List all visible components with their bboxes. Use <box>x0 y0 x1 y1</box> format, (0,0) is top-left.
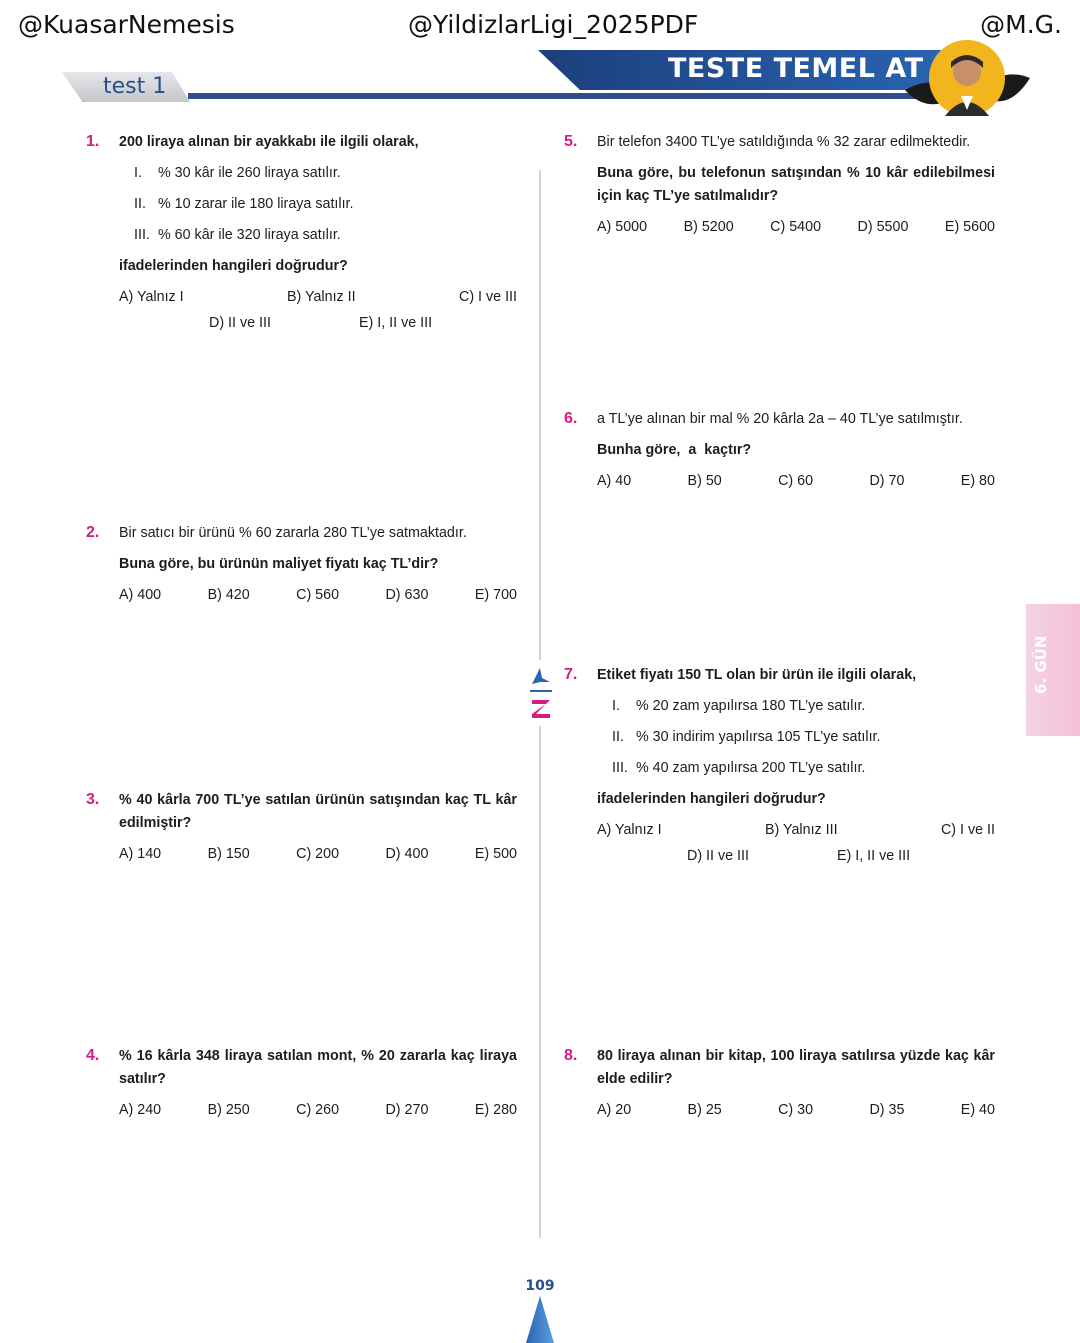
question-8 <box>564 1045 995 1122</box>
option-c[interactable]: C) 60 <box>778 473 814 489</box>
option-b[interactable]: B) 50 <box>687 473 722 489</box>
statement-item: III. % 40 zam yapılırsa 200 TL’ye satılır. <box>612 760 866 776</box>
option-d[interactable]: D) II ve III <box>209 315 271 331</box>
question-text: 80 liraya alınan bir kitap, 100 liraya satılırsa yüzde kaç kâr elde edilir? <box>597 1048 995 1087</box>
statement-item: II. % 10 zarar ile 180 liraya satılır. <box>134 196 354 212</box>
question-ask: ifadelerinden hangileri doğrudur? <box>597 791 826 807</box>
option-d[interactable]: D) 270 <box>385 1102 429 1118</box>
option-b[interactable]: B) Yalnız II <box>287 289 356 305</box>
option-a[interactable]: A) Yalnız I <box>119 289 184 305</box>
page-number: 109 <box>525 1278 555 1294</box>
watermark-center: @YildizlarLigi_2025PDF <box>408 10 699 39</box>
option-e[interactable]: E) 80 <box>960 473 995 489</box>
option-b[interactable]: B) 25 <box>687 1102 722 1118</box>
statement-item: III. % 60 kâr ile 320 liraya satılır. <box>134 227 341 243</box>
question-ask: Buna göre, bu telefonun satışından % 10 kâr edilebilmesi için kaç TL’ye satılmalıdır? <box>597 165 995 204</box>
question-number: 1. <box>86 133 100 150</box>
options <box>119 286 517 338</box>
option-e[interactable]: E) 5600 <box>944 219 995 235</box>
watermark-right: @M.G. <box>980 10 1062 39</box>
option-e[interactable]: E) I, II ve III <box>359 315 433 331</box>
question-1 <box>86 131 517 338</box>
question-3 <box>86 789 517 866</box>
option-d[interactable]: D) 400 <box>385 846 429 862</box>
option-d[interactable]: D) II ve III <box>687 848 749 864</box>
option-c[interactable]: C) I ve III <box>459 289 517 305</box>
option-c[interactable]: C) 30 <box>778 1102 814 1118</box>
option-c[interactable]: C) 260 <box>296 1102 340 1118</box>
option-d[interactable]: D) 35 <box>869 1102 905 1118</box>
option-e[interactable]: E) 500 <box>474 846 517 862</box>
question-text: Bir telefon 3400 TL’ye satıldığında % 32 zarar edilmektedir. <box>597 134 971 150</box>
question-text: % 16 kârla 348 liraya satılan mont, % 20 zararla kaç liraya satılır? <box>119 1048 517 1087</box>
options <box>597 216 995 239</box>
option-a[interactable]: A) 240 <box>119 1102 162 1118</box>
question-text: 200 liraya alınan bir ayakkabı ile ilgili olarak, <box>119 134 419 150</box>
header-rule <box>188 93 938 99</box>
option-d[interactable]: D) 630 <box>385 587 429 603</box>
publisher-logo-icon <box>528 664 554 722</box>
options <box>597 819 995 871</box>
watermark-left: @KuasarNemesis <box>18 10 235 39</box>
option-a[interactable]: A) 140 <box>119 846 162 862</box>
option-b[interactable]: B) Yalnız III <box>765 822 838 838</box>
option-c[interactable]: C) 560 <box>296 587 340 603</box>
options <box>597 1099 995 1122</box>
options <box>119 1099 517 1122</box>
question-text: a TL’ye alınan bir mal % 20 kârla 2a – 40 TL’ye satılmıştır. <box>597 411 963 427</box>
question-2 <box>86 522 517 607</box>
option-a[interactable]: A) 40 <box>597 473 632 489</box>
question-number: 4. <box>86 1047 100 1064</box>
options <box>597 470 995 493</box>
day-label: 6. GÜN <box>1032 635 1050 694</box>
option-b[interactable]: B) 420 <box>207 587 250 603</box>
question-ask: Buna göre, bu ürünün maliyet fiyatı kaç TL’dir? <box>119 556 439 572</box>
question-7 <box>564 664 995 871</box>
option-a[interactable]: A) 20 <box>597 1102 632 1118</box>
options <box>119 584 517 607</box>
question-number: 5. <box>564 133 578 150</box>
question-number: 2. <box>86 524 100 541</box>
question-4 <box>86 1045 517 1122</box>
option-a[interactable]: A) Yalnız I <box>597 822 662 838</box>
option-d[interactable]: D) 5500 <box>857 219 909 235</box>
option-e[interactable]: E) 280 <box>474 1102 517 1118</box>
option-c[interactable]: C) 5400 <box>770 219 822 235</box>
statement-item: I. % 30 kâr ile 260 liraya satılır. <box>134 165 341 181</box>
column-divider <box>539 726 541 1238</box>
option-b[interactable]: B) 150 <box>207 846 250 862</box>
question-text: Etiket fiyatı 150 TL olan bir ürün ile ilgili olarak, <box>597 667 917 683</box>
statement-item: I. % 20 zam yapılırsa 180 TL’ye satılır. <box>612 698 866 714</box>
statement-item: II. % 30 indirim yapılırsa 105 TL’ye satılır. <box>612 729 881 745</box>
banner-title: TESTE TEMEL AT <box>668 53 924 84</box>
option-e[interactable]: E) 700 <box>474 587 517 603</box>
question-text: % 40 kârla 700 TL’ye satılan ürünün satışından kaç TL kâr edilmiştir? <box>119 792 517 831</box>
question-number: 3. <box>86 791 100 808</box>
option-b[interactable]: B) 250 <box>207 1102 250 1118</box>
question-number: 7. <box>564 666 578 683</box>
question-number: 6. <box>564 410 578 427</box>
option-d[interactable]: D) 70 <box>869 473 905 489</box>
question-ask: Bunha göre, a kaçtır? <box>597 442 752 458</box>
question-ask: ifadelerinden hangileri doğrudur? <box>119 258 348 274</box>
question-text: Bir satıcı bir ürünü % 60 zararla 280 TL’ye satmaktadır. <box>119 525 467 541</box>
option-e[interactable]: E) 40 <box>960 1102 995 1118</box>
question-5 <box>564 131 995 239</box>
test-label: test 1 <box>103 74 167 99</box>
mascot-icon <box>905 38 1030 120</box>
arrow-up-icon <box>526 1296 554 1343</box>
question-6 <box>564 408 995 493</box>
option-e[interactable]: E) I, II ve III <box>837 848 911 864</box>
option-a[interactable]: A) 400 <box>119 587 162 603</box>
options <box>119 843 517 866</box>
question-number: 8. <box>564 1047 578 1064</box>
option-b[interactable]: B) 5200 <box>683 219 734 235</box>
option-a[interactable]: A) 5000 <box>597 219 648 235</box>
option-c[interactable]: C) I ve II <box>940 822 995 838</box>
option-c[interactable]: C) 200 <box>296 846 340 862</box>
column-divider <box>539 170 541 660</box>
